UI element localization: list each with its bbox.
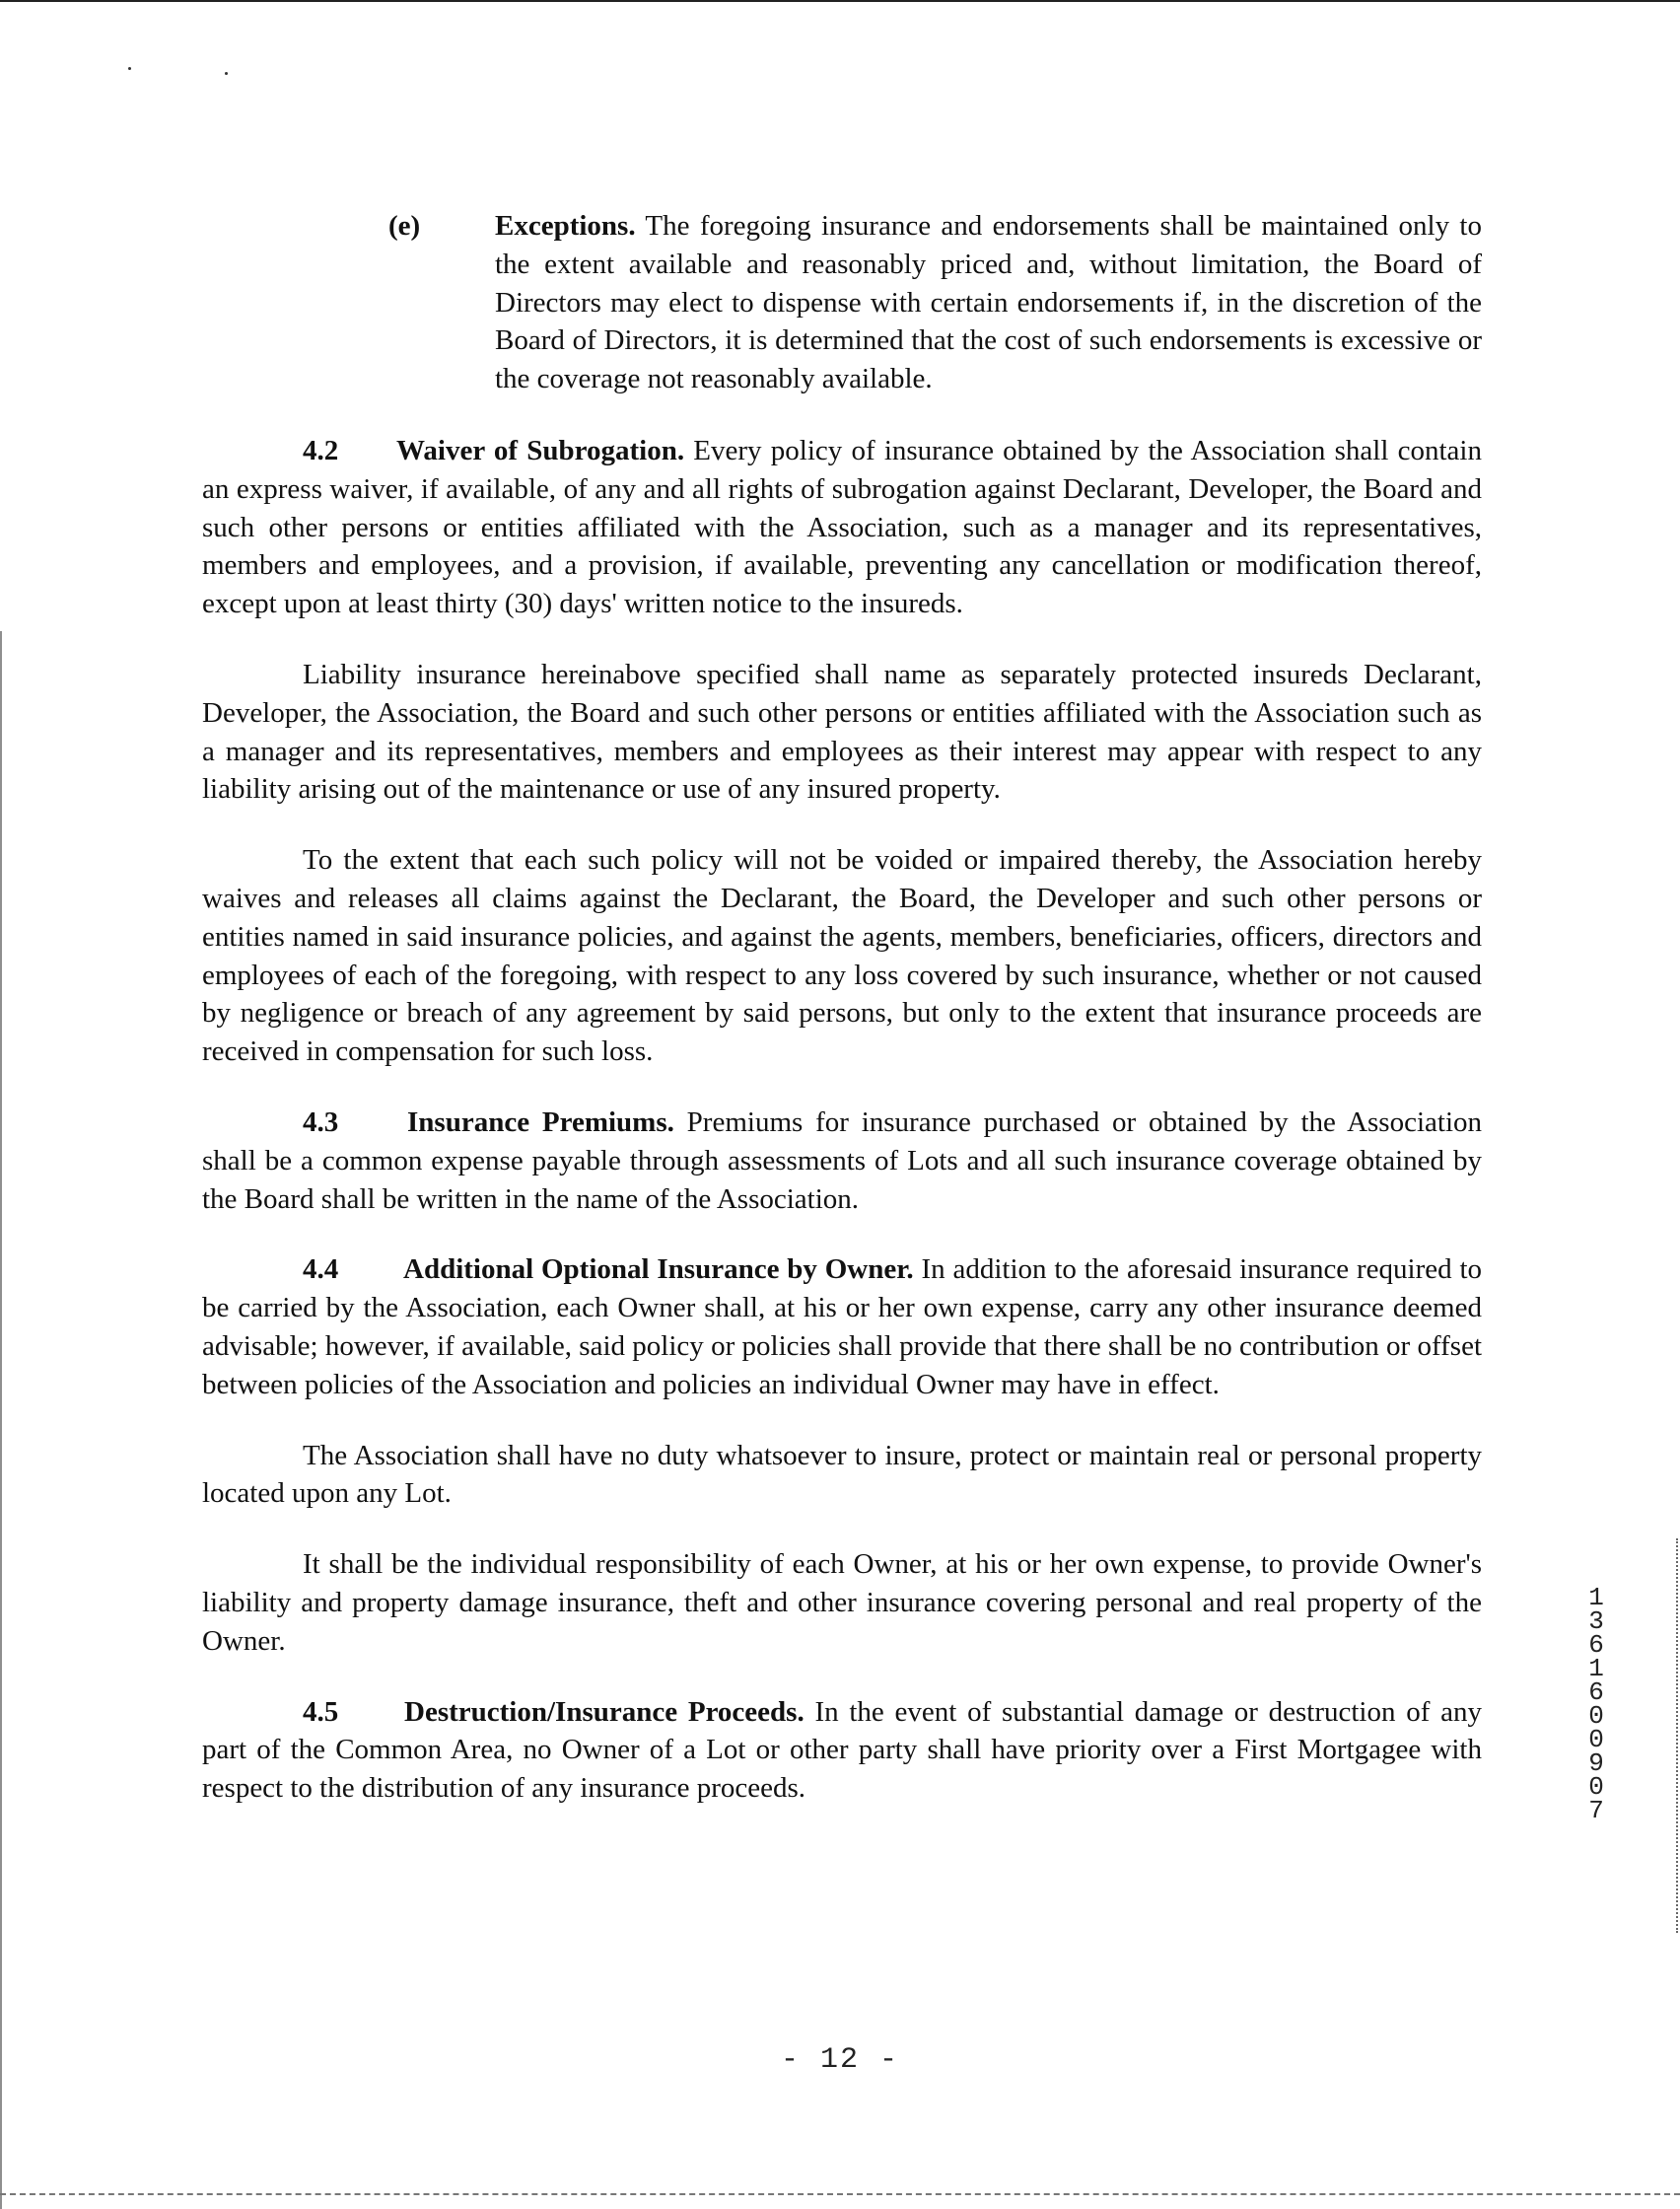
section-4-5 xyxy=(202,1693,1482,1808)
section-4-5-body: In the event of substantial damage or destruction of any part of the Common Area, no Owner of a Lot or other party shall have priority over a First Mortgagee with respect to the distribution of any insurance proceeds. xyxy=(202,1695,1482,1805)
section-4-4-body: In addition to the aforesaid insurance required to be carried by the Association, each Owner shall, at his or her own expense, carry any other insurance deemed advisable; however, if available, said policy or policies shall provide that there shall be no contribution or offset between policies of the Association and policies an individual Owner may have in effect. xyxy=(202,1253,1482,1400)
paragraph-owner-responsibility: It shall be the individual responsibility of each Owner, at his or her own expense, to provide Owner's liability and property damage insurance, theft and other insurance covering personal and real property of the Owner. xyxy=(202,1548,1482,1657)
section-e-paragraph xyxy=(495,207,1482,398)
section-4-3 xyxy=(202,1104,1482,1218)
section-4-3-number: 4.3 xyxy=(303,1105,339,1138)
section-4-2 xyxy=(202,432,1482,623)
section-4-4-number: 4.4 xyxy=(303,1253,339,1286)
paragraph-liability-insurance: Liability insurance hereinabove specified shall name as separately protected insureds Declarant, Developer, the Association, the Board and such other persons or entities affiliated with the Association such as a manager and its representatives, members and employees as their interest may appear with respect to any liability arising out of the maintenance or use of any insured property. xyxy=(202,658,1482,806)
paragraph-waiver-release: To the extent that each such policy will not be voided or impaired thereby, the Association hereby waives and releases all claims against the Declarant, the Board, the Developer and such other persons or entities named in said insurance policies, and against the agents, members, beneficiaries, officers, directors and employees of each of the foregoing, with respect to any loss covered by such insurance, whether or not caused by negligence or breach of any agreement by said persons, but only to the extent that insurance proceeds are received in compensation for such loss. xyxy=(202,844,1482,1068)
document-body xyxy=(202,207,1482,1840)
scan-bottom-border xyxy=(0,2193,1680,2195)
section-e-heading: Exceptions. xyxy=(495,210,636,242)
section-4-4 xyxy=(202,1250,1482,1403)
section-4-3-body: Premiums for insurance purchased or obtained by the Association shall be a common expense payable through assessments of Lots and all such insurance coverage obtained by the Board shall be written in the name of the Association. xyxy=(202,1105,1483,1215)
section-4-2-number: 4.2 xyxy=(303,434,339,466)
section-4-5-number: 4.5 xyxy=(303,1695,339,1728)
scan-left-border xyxy=(0,631,2,2209)
side-recording-number: 13616 00907 xyxy=(1588,1583,1604,1825)
page-number: - 12 - xyxy=(780,2043,900,2077)
scan-speck xyxy=(128,67,131,70)
section-4-4-heading: Additional Optional Insurance by Owner. xyxy=(403,1253,914,1286)
section-4-5-heading: Destruction/Insurance Proceeds. xyxy=(404,1695,805,1728)
scan-top-border xyxy=(0,0,1680,2)
section-4-2-body: Every policy of insurance obtained by the Association shall contain an express waiver, if available, of any and all rights of subrogation against Declarant, Developer, the Board and such other persons or entities affiliated with the Association, such as a manager and its representatives, members and employees, and a provision, if available, preventing any cancellation or modification thereof, except upon at least thirty (30) days' written notice to the insureds. xyxy=(202,434,1482,620)
section-e-label: (e) xyxy=(388,210,421,242)
scan-speck xyxy=(225,72,228,75)
scan-right-border xyxy=(1675,1538,1678,1933)
paragraph-no-duty: The Association shall have no duty whatsoever to insure, protect or maintain real or personal property located upon any Lot. xyxy=(202,1439,1482,1510)
section-e-body: The foregoing insurance and endorsements shall be maintained only to the extent available and reasonably priced and, without limitation, the Board of Directors may elect to dispense with certain endorsements if, in the discretion of the Board of Directors, it is determined that the cost of such endorsements is excessive or the coverage not reasonably available. xyxy=(495,210,1482,395)
section-e xyxy=(388,207,1482,398)
section-4-2-heading: Waiver of Subrogation. xyxy=(396,434,685,466)
section-4-3-heading: Insurance Premiums. xyxy=(407,1105,674,1138)
